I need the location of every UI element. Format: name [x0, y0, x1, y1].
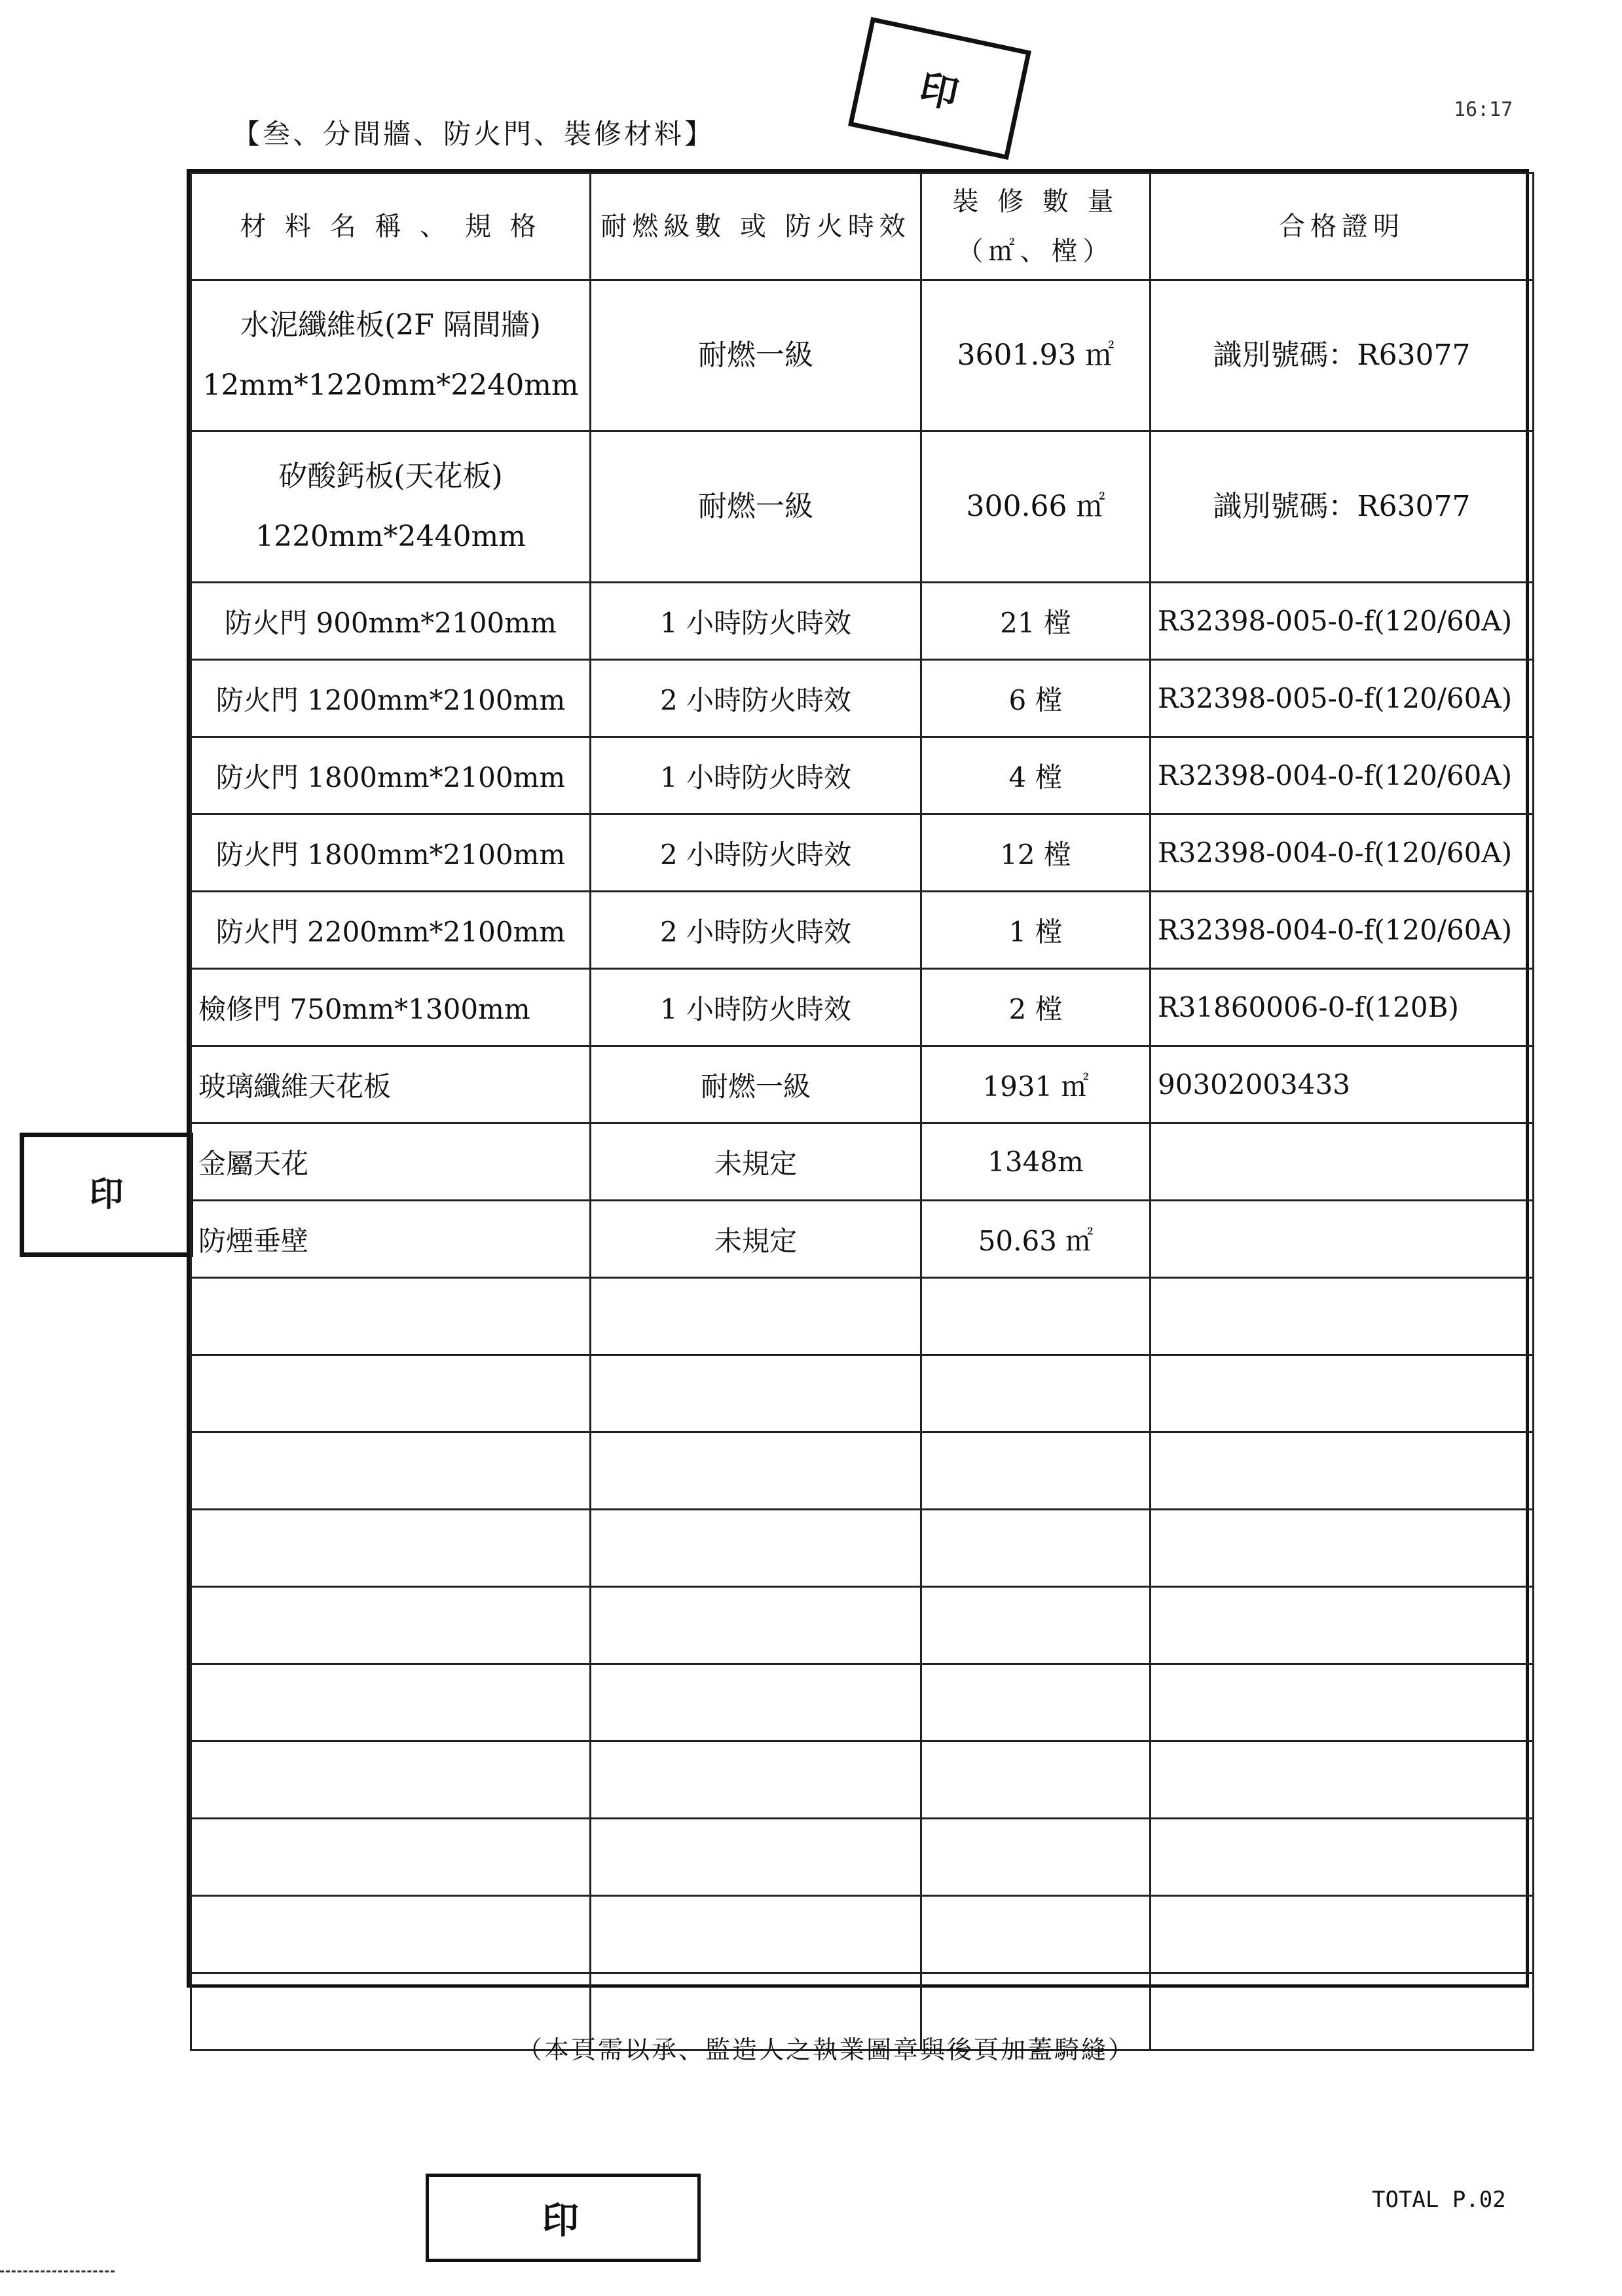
cell-certificate	[1151, 1201, 1534, 1278]
cell-quantity: 4 樘	[921, 737, 1151, 814]
name-line: 矽酸鈣板(天花板)	[278, 459, 503, 493]
seal-stamp-bottom: 印	[426, 2174, 701, 2262]
cell-certificate: 識別號碼：R63077	[1151, 431, 1534, 583]
cell-name	[191, 431, 591, 583]
cell-certificate: R31860006-0-f(120B)	[1151, 969, 1534, 1046]
cell-certificate: R32398-004-0-f(120/60A)	[1151, 892, 1534, 969]
bottom-edge-rule	[0, 2270, 115, 2272]
spec-line: 1220mm*2440mm	[255, 520, 526, 553]
empty-table-row	[191, 1510, 1534, 1587]
cell-grade: 未規定	[591, 1123, 921, 1201]
cell-grade: 耐燃一級	[591, 1046, 921, 1123]
empty-table-row	[191, 1819, 1534, 1896]
materials-table-frame	[187, 169, 1529, 1988]
cell-grade: 耐燃一級	[591, 280, 921, 431]
section-heading: 【叁、分間牆、防火門、裝修材料】	[232, 118, 715, 150]
table-row	[191, 431, 1534, 583]
cell-quantity: 1931 ㎡	[921, 1046, 1151, 1123]
table-row	[191, 1123, 1534, 1201]
cell-name: 防煙垂壁	[191, 1201, 591, 1278]
cell-certificate: R32398-005-0-f(120/60A)	[1151, 660, 1534, 737]
cell-grade: 1 小時防火時效	[591, 737, 921, 814]
cell-name: 防火門 1200mm*2100mm	[191, 660, 591, 737]
cell-certificate: R32398-005-0-f(120/60A)	[1151, 583, 1534, 660]
col-header-name: 材 料 名 稱 、 規 格	[191, 173, 591, 280]
cell-quantity: 12 樘	[921, 814, 1151, 892]
fax-page-total: TOTAL P.02	[1372, 2187, 1506, 2213]
cell-quantity: 1 樘	[921, 892, 1151, 969]
cell-quantity: 2 樘	[921, 969, 1151, 1046]
cell-name: 防火門 2200mm*2100mm	[191, 892, 591, 969]
materials-table	[190, 172, 1534, 2051]
table-row	[191, 969, 1534, 1046]
col-header-quantity: 裝 修 數 量（㎡、樘）	[921, 173, 1151, 280]
cell-certificate: R32398-004-0-f(120/60A)	[1151, 737, 1534, 814]
cell-quantity: 50.63 ㎡	[921, 1201, 1151, 1278]
cell-quantity: 3601.93 ㎡	[921, 280, 1151, 431]
table-row	[191, 1201, 1534, 1278]
empty-table-row	[191, 1355, 1534, 1432]
cell-grade: 2 小時防火時效	[591, 892, 921, 969]
cell-grade: 未規定	[591, 1201, 921, 1278]
empty-table-row	[191, 1664, 1534, 1741]
cell-name: 防火門 1800mm*2100mm	[191, 737, 591, 814]
col-header-grade: 耐燃級數 或 防火時效	[591, 173, 921, 280]
seal-stamp-left: 印	[20, 1133, 193, 1257]
cell-grade: 1 小時防火時效	[591, 583, 921, 660]
cell-certificate: 90302003433	[1151, 1046, 1534, 1123]
spec-line: 12mm*1220mm*2240mm	[202, 369, 579, 402]
cell-name: 玻璃纖維天花板	[191, 1046, 591, 1123]
cell-name: 檢修門 750mm*1300mm	[191, 969, 591, 1046]
table-row	[191, 280, 1534, 431]
cell-certificate	[1151, 1123, 1534, 1201]
table-row	[191, 892, 1534, 969]
cell-name: 防火門 1800mm*2100mm	[191, 814, 591, 892]
cell-name: 防火門 900mm*2100mm	[191, 583, 591, 660]
name-line: 水泥纖維板(2F 隔間牆)	[240, 308, 541, 342]
empty-table-row	[191, 1432, 1534, 1510]
cell-name: 金屬天花	[191, 1123, 591, 1201]
seal-stamp-top: 印	[848, 17, 1031, 160]
table-row	[191, 583, 1534, 660]
table-row	[191, 737, 1534, 814]
cell-grade: 1 小時防火時效	[591, 969, 921, 1046]
cell-quantity: 1348m	[921, 1123, 1151, 1201]
empty-table-row	[191, 1278, 1534, 1355]
table-header-row	[191, 173, 1534, 280]
table-row	[191, 660, 1534, 737]
cell-name	[191, 280, 591, 431]
cell-grade: 2 小時防火時效	[591, 660, 921, 737]
cell-quantity: 21 樘	[921, 583, 1151, 660]
cell-quantity: 6 樘	[921, 660, 1151, 737]
cell-quantity: 300.66 ㎡	[921, 431, 1151, 583]
cell-certificate: 識別號碼：R63077	[1151, 280, 1534, 431]
footer-note: （本頁需以承、監造人之執業圖章與後頁加蓋騎縫）	[517, 2035, 1135, 2064]
empty-table-row	[191, 1587, 1534, 1664]
table-row	[191, 1046, 1534, 1123]
cell-grade: 2 小時防火時效	[591, 814, 921, 892]
table-row	[191, 814, 1534, 892]
page-corner-number: 16:17	[1454, 98, 1513, 121]
col-header-certificate: 合格證明	[1151, 173, 1534, 280]
cell-certificate: R32398-004-0-f(120/60A)	[1151, 814, 1534, 892]
cell-grade: 耐燃一級	[591, 431, 921, 583]
empty-table-row	[191, 1741, 1534, 1819]
empty-table-row	[191, 1896, 1534, 1973]
